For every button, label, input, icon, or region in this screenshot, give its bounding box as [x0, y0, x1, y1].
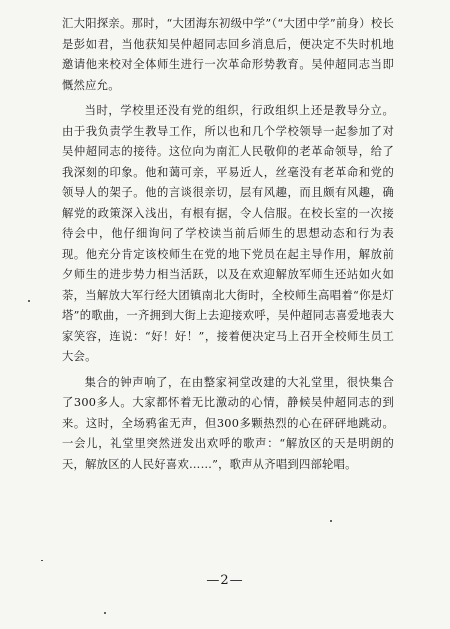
- body-text: [62, 14, 394, 480]
- scan-speck: [104, 612, 106, 614]
- scan-speck: [28, 300, 30, 302]
- scan-speck: [41, 560, 43, 561]
- scan-speck: [330, 520, 332, 522]
- paragraph-2: 当时，学校里还没有党的组织，行政组织上还是教导分立。由于我负责学生教导工作，所以也和几个学校领导一起参加了对吴仲超同志的接待。这位向为南汇人民敬仰的老革命领导，给了我深刻的印象。他和蔼可亲，平易近人，丝毫没有老革命和党的领导人的架子。他的言谈很亲切，层有风趣，而且颇有风趣，确解党的政策深入浅出，有根有据，令人信服。在校长室的一次接待会中，他仔细询问了学校读当前后师生的思想动态和行为表现。他充分肯定该校师生在党的地下党员在起主导作用，解放前夕师生的进步势力相当活跃，以及在欢迎解放军师生还站如火如荼，当解放大军行经大团镇南北大街时，全校师生高唱着“你是灯塔”的歌曲，一齐拥到大街上去迎接欢呼，吴仲超同志喜爱地表大家笑容，连说：“好！好！”，接着便决定马上召开全校师生员工大会。: [62, 104, 394, 363]
- paragraph-1: 汇大阳探亲。那时，“大团海东初级中学”（“大团中学”前身）校长是彭如君，当他获知吴仲超同志回乡消息后，便决定不失时机地邀请他来校对全体师生进行一次革命形势教育。吴仲超同志当即慨然应允。: [62, 17, 394, 92]
- page-number: —2—: [206, 573, 244, 588]
- paragraph-3: 集合的钟声响了，在由整家祠堂改建的大礼堂里，很快集合了300多人。大家都怀着无比激动的心情，静候吴仲超同志的到来。这时，全场鸦雀无声，但300多颗热烈的心在砰砰地跳动。一会儿，礼堂里突然迸发出欢呼的歌声：“解放区的天是明朗的天，解放区的人民好喜欢……”，歌声从齐唱到四部轮唱。: [62, 375, 394, 471]
